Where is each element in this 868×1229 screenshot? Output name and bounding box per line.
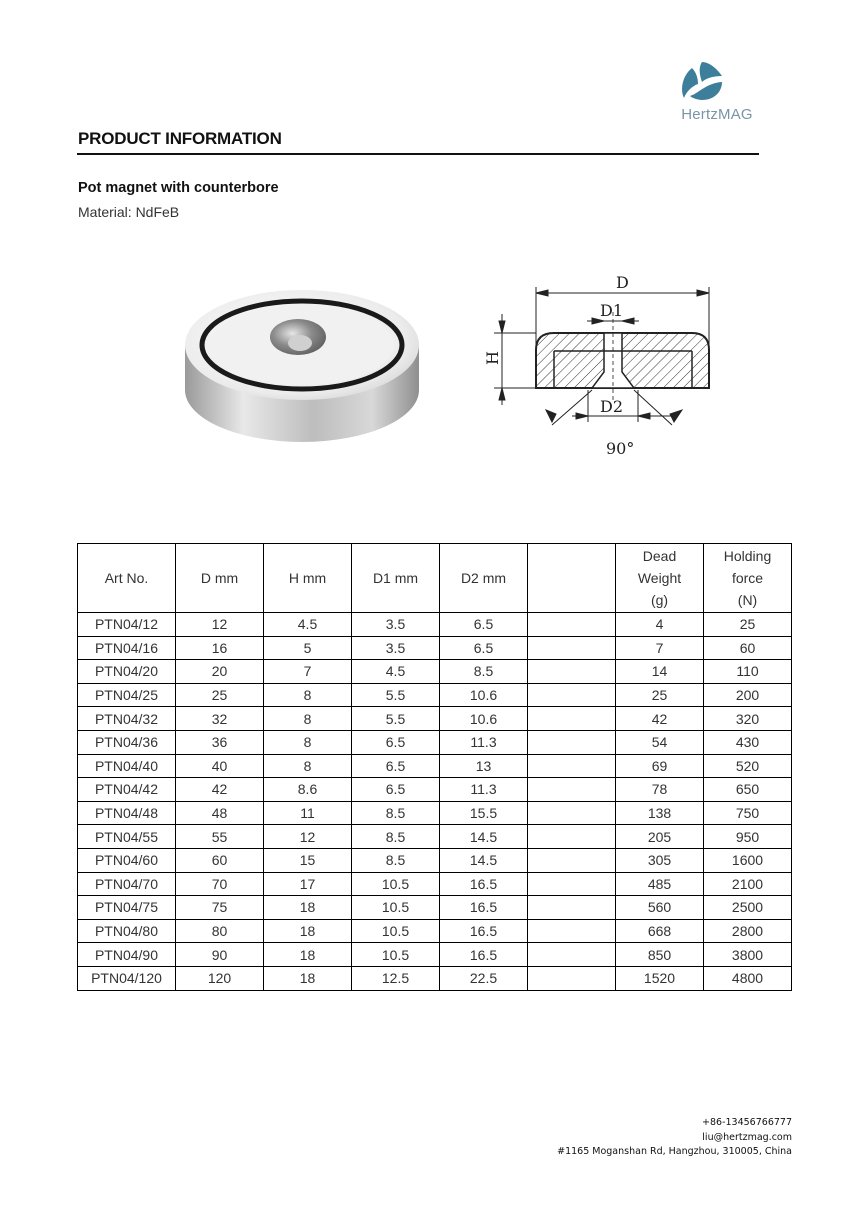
table-cell [528, 896, 616, 920]
table-cell: 42 [616, 707, 704, 731]
table-cell: 7 [264, 660, 352, 684]
table-cell: 7 [616, 636, 704, 660]
table-row [78, 660, 792, 684]
table-cell: 4 [616, 613, 704, 637]
table-cell: 12 [176, 613, 264, 637]
title-divider [77, 153, 759, 155]
table-cell: 1600 [704, 848, 792, 872]
table-cell: PTN04/80 [78, 919, 176, 943]
table-cell: 36 [176, 730, 264, 754]
table-row [78, 825, 792, 849]
table-body [78, 613, 792, 991]
table-cell: 2500 [704, 896, 792, 920]
table-cell: 12.5 [352, 966, 440, 990]
table-cell: 6.5 [440, 636, 528, 660]
table-cell [528, 683, 616, 707]
table-cell: 650 [704, 778, 792, 802]
table-cell: 6.5 [352, 730, 440, 754]
table-cell: 138 [616, 801, 704, 825]
table-cell [528, 943, 616, 967]
table-cell: PTN04/120 [78, 966, 176, 990]
table-cell: 16 [176, 636, 264, 660]
col-h: H mm [264, 544, 352, 613]
table-row [78, 613, 792, 637]
table-cell: PTN04/16 [78, 636, 176, 660]
table-cell: 850 [616, 943, 704, 967]
table-row [78, 896, 792, 920]
table-cell: 6.5 [440, 613, 528, 637]
table-cell [528, 778, 616, 802]
table-cell: 25 [616, 683, 704, 707]
table-cell: PTN04/32 [78, 707, 176, 731]
table-cell: 20 [176, 660, 264, 684]
table-cell: 485 [616, 872, 704, 896]
table-row [78, 966, 792, 990]
table-cell: PTN04/12 [78, 613, 176, 637]
spec-table [77, 543, 792, 991]
table-cell: 8.5 [352, 848, 440, 872]
table-cell [528, 754, 616, 778]
table-cell: 18 [264, 896, 352, 920]
table-cell: PTN04/75 [78, 896, 176, 920]
table-row [78, 872, 792, 896]
table-row [78, 754, 792, 778]
label-d: D [616, 273, 629, 292]
table-cell: 10.6 [440, 683, 528, 707]
label-d1: D1 [600, 301, 624, 320]
brand-name: HertzMAG [681, 106, 753, 123]
table-cell: 40 [176, 754, 264, 778]
table-cell: 8 [264, 730, 352, 754]
contact-address: #1165 Moganshan Rd, Hangzhou, 310005, China [557, 1146, 792, 1157]
col-holding-force: Holding force (N) [704, 544, 792, 613]
table-cell: 14.5 [440, 848, 528, 872]
table-cell: PTN04/25 [78, 683, 176, 707]
table-cell: 15 [264, 848, 352, 872]
table-cell: 430 [704, 730, 792, 754]
table-cell [528, 919, 616, 943]
table-cell: 4800 [704, 966, 792, 990]
col-d1: D1 mm [352, 544, 440, 613]
table-cell: 1520 [616, 966, 704, 990]
table-cell: PTN04/90 [78, 943, 176, 967]
table-row [78, 683, 792, 707]
table-row [78, 943, 792, 967]
table-cell [528, 707, 616, 731]
table-cell: 25 [176, 683, 264, 707]
table-cell: 16.5 [440, 919, 528, 943]
table-cell: 55 [176, 825, 264, 849]
table-cell: 3.5 [352, 613, 440, 637]
table-cell: 120 [176, 966, 264, 990]
table-cell [528, 848, 616, 872]
table-header-row [78, 544, 792, 613]
table-cell: 5 [264, 636, 352, 660]
table-cell: 11.3 [440, 730, 528, 754]
table-cell: 80 [176, 919, 264, 943]
table-cell: 3800 [704, 943, 792, 967]
table-cell [528, 801, 616, 825]
table-cell: 560 [616, 896, 704, 920]
page-title: PRODUCT INFORMATION [78, 129, 282, 148]
table-cell: 8.5 [352, 801, 440, 825]
table-cell [528, 966, 616, 990]
label-h: H [483, 351, 502, 365]
table-cell: 10.5 [352, 943, 440, 967]
product-photo [175, 265, 430, 465]
table-cell [528, 730, 616, 754]
table-row [78, 778, 792, 802]
contact-footer [557, 1116, 792, 1160]
table-cell: 10.6 [440, 707, 528, 731]
table-cell: 70 [176, 872, 264, 896]
table-cell: 18 [264, 919, 352, 943]
table-cell [528, 825, 616, 849]
brand-logo [672, 60, 762, 130]
table-row [78, 919, 792, 943]
table-cell: PTN04/55 [78, 825, 176, 849]
table-cell: 6.5 [352, 778, 440, 802]
table-cell: PTN04/48 [78, 801, 176, 825]
table-cell: 54 [616, 730, 704, 754]
table-row [78, 636, 792, 660]
col-art-no: Art No. [78, 544, 176, 613]
table-cell: 18 [264, 943, 352, 967]
col-dead-weight: Dead Weight (g) [616, 544, 704, 613]
table-cell: PTN04/70 [78, 872, 176, 896]
table-cell: 5.5 [352, 683, 440, 707]
technical-drawing [472, 262, 722, 472]
table-cell: 8 [264, 707, 352, 731]
table-cell: 205 [616, 825, 704, 849]
table-cell: 12 [264, 825, 352, 849]
table-cell [528, 872, 616, 896]
table-cell: PTN04/40 [78, 754, 176, 778]
table-cell: 48 [176, 801, 264, 825]
table-cell: 78 [616, 778, 704, 802]
hertzmag-triangle-logo-icon [680, 60, 724, 102]
table-cell: 8.6 [264, 778, 352, 802]
table-cell: 4.5 [352, 660, 440, 684]
table-cell: PTN04/42 [78, 778, 176, 802]
table-cell: 8.5 [440, 660, 528, 684]
label-d2: D2 [600, 397, 624, 416]
table-row [78, 801, 792, 825]
table-cell: 200 [704, 683, 792, 707]
contact-phone: +86-13456766777 [702, 1117, 792, 1128]
table-cell: 3.5 [352, 636, 440, 660]
table-cell: 16.5 [440, 896, 528, 920]
table-cell: 5.5 [352, 707, 440, 731]
table-cell: 750 [704, 801, 792, 825]
table-cell: 14.5 [440, 825, 528, 849]
product-material: Material: NdFeB [78, 204, 180, 220]
table-cell: PTN04/60 [78, 848, 176, 872]
table-cell: 11.3 [440, 778, 528, 802]
table-cell: 13 [440, 754, 528, 778]
table-cell: 2100 [704, 872, 792, 896]
col-d: D mm [176, 544, 264, 613]
table-cell: 110 [704, 660, 792, 684]
table-cell: 6.5 [352, 754, 440, 778]
table-cell [528, 613, 616, 637]
col-empty [528, 544, 616, 613]
table-cell: 42 [176, 778, 264, 802]
table-cell: 10.5 [352, 919, 440, 943]
table-row [78, 730, 792, 754]
table-cell: 90 [176, 943, 264, 967]
table-cell: 305 [616, 848, 704, 872]
label-angle: 90° [606, 439, 635, 458]
table-cell: 320 [704, 707, 792, 731]
table-cell: 18 [264, 966, 352, 990]
table-cell [528, 636, 616, 660]
table-cell: 69 [616, 754, 704, 778]
table-cell: 8 [264, 683, 352, 707]
table-cell: 17 [264, 872, 352, 896]
table-cell: 8 [264, 754, 352, 778]
table-cell: 60 [176, 848, 264, 872]
table-cell: 10.5 [352, 896, 440, 920]
table-cell: 8.5 [352, 825, 440, 849]
table-row [78, 707, 792, 731]
table-cell: 15.5 [440, 801, 528, 825]
table-cell: 60 [704, 636, 792, 660]
table-cell: 10.5 [352, 872, 440, 896]
table-cell: 22.5 [440, 966, 528, 990]
table-cell: 16.5 [440, 943, 528, 967]
table-cell: 32 [176, 707, 264, 731]
table-cell: 14 [616, 660, 704, 684]
col-d2: D2 mm [440, 544, 528, 613]
table-cell: 25 [704, 613, 792, 637]
table-cell: 950 [704, 825, 792, 849]
table-cell: PTN04/36 [78, 730, 176, 754]
table-cell: 668 [616, 919, 704, 943]
table-cell [528, 660, 616, 684]
table-cell: 4.5 [264, 613, 352, 637]
table-cell: 2800 [704, 919, 792, 943]
table-cell: 520 [704, 754, 792, 778]
product-name: Pot magnet with counterbore [78, 180, 279, 196]
table-cell: 16.5 [440, 872, 528, 896]
contact-email: liu@hertzmag.com [702, 1131, 792, 1143]
table-cell: 11 [264, 801, 352, 825]
table-row [78, 848, 792, 872]
table-cell: PTN04/20 [78, 660, 176, 684]
table-cell: 75 [176, 896, 264, 920]
